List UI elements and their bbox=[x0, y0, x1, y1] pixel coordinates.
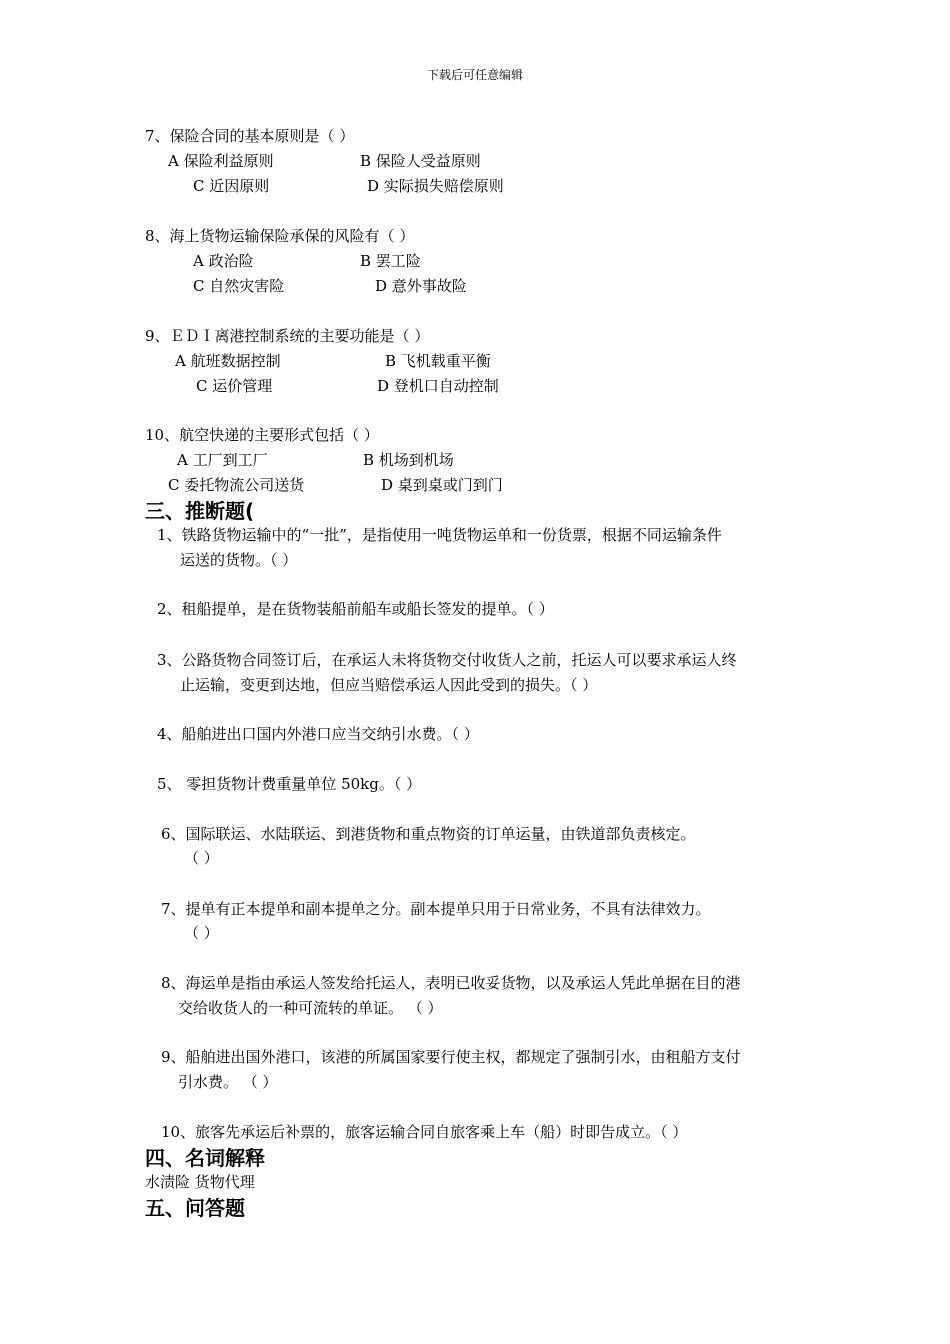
judgement-3-line-1: 3、公路货物合同签订后，在承运人未将货物交付收货人之前，托运人可以要求承运人终 bbox=[157, 651, 737, 669]
judgement-3-line-2: 止运输，变更到达地，但应当赔偿承运人因此受到的损失。（ ） bbox=[180, 676, 598, 694]
option-7a: A 保险利益原则 bbox=[168, 152, 274, 170]
option-8b: B 罢工险 bbox=[360, 252, 421, 270]
judgement-9-line-1: 9、船舶进出国外港口，该港的所属国家要行使主权，都规定了强制引水，由租船方支付 bbox=[161, 1048, 741, 1066]
option-9d: D 登机口自动控制 bbox=[377, 377, 499, 395]
judgement-1-line-2: 运送的货物。（ ） bbox=[180, 551, 298, 569]
section-5-title: 五、问答题 bbox=[145, 1196, 245, 1220]
question-10: 10、航空快递的主要形式包括（ ） bbox=[145, 426, 379, 444]
judgement-9-line-2: 引水费。 （ ） bbox=[178, 1073, 278, 1091]
judgement-1-line-1: 1、铁路货物运输中的“一批”，是指使用一吨货物运单和一份货票，根据不同运输条件 bbox=[157, 526, 722, 544]
option-7b: B 保险人受益原则 bbox=[360, 152, 481, 170]
section-3-title: 三、推断题( bbox=[145, 499, 255, 523]
judgement-2: 2、租船提单，是在货物装船前船车或船长签发的提单。（ ） bbox=[157, 600, 554, 618]
option-9c: C 运价管理 bbox=[196, 377, 273, 395]
option-8a: A 政治险 bbox=[193, 252, 254, 270]
question-7: 7、保险合同的基本原则是（ ） bbox=[145, 127, 355, 145]
option-10b: B 机场到机场 bbox=[363, 451, 454, 469]
question-9: 9、ＥＤＩ离港控制系统的主要功能是（ ） bbox=[145, 327, 430, 345]
option-9b: B 飞机载重平衡 bbox=[385, 352, 491, 370]
option-10c: C 委托物流公司送货 bbox=[168, 476, 305, 494]
option-10a: A 工厂到工厂 bbox=[177, 451, 268, 469]
option-9a: A 航班数据控制 bbox=[175, 352, 281, 370]
judgement-6-line-1: 6、国际联运、水陆联运、到港货物和重点物资的订单运量，由铁道部负责核定。 bbox=[161, 825, 696, 843]
judgement-8-line-1: 8、海运单是指由承运人签发给托运人，表明已收妥货物，以及承运人凭此单据在目的港 bbox=[161, 974, 741, 992]
judgement-5: 5、 零担货物计费重量单位 50kg。（ ） bbox=[157, 775, 422, 793]
judgement-7-line-1: 7、提单有正本提单和副本提单之分。副本提单只用于日常业务，不具有法律效力。 bbox=[161, 900, 711, 918]
judgement-7-line-2: （ ） bbox=[184, 924, 219, 942]
term-list: 水渍险 货物代理 bbox=[145, 1173, 255, 1191]
option-7d: D 实际损失赔偿原则 bbox=[367, 177, 504, 195]
judgement-10: 10、旅客先承运后补票的，旅客运输合同自旅客乘上车（船）时即告成立。（ ） bbox=[161, 1123, 688, 1141]
option-10d: D 桌到桌或门到门 bbox=[381, 476, 503, 494]
judgement-6-line-2: （ ） bbox=[184, 849, 219, 867]
judgement-8-line-2: 交给收货人的一种可流转的单证。 （ ） bbox=[178, 999, 443, 1017]
option-7c: C 近因原则 bbox=[193, 177, 270, 195]
page-header: 下载后可任意编辑 bbox=[426, 68, 523, 82]
option-8d: D 意外事故险 bbox=[375, 277, 467, 295]
option-8c: C 自然灾害险 bbox=[193, 277, 285, 295]
section-4-title: 四、名词解释 bbox=[145, 1146, 265, 1170]
judgement-4: 4、船舶进出口国内外港口应当交纳引水费。（ ） bbox=[157, 725, 479, 743]
question-8: 8、海上货物运输保险承保的风险有（ ） bbox=[145, 227, 415, 245]
